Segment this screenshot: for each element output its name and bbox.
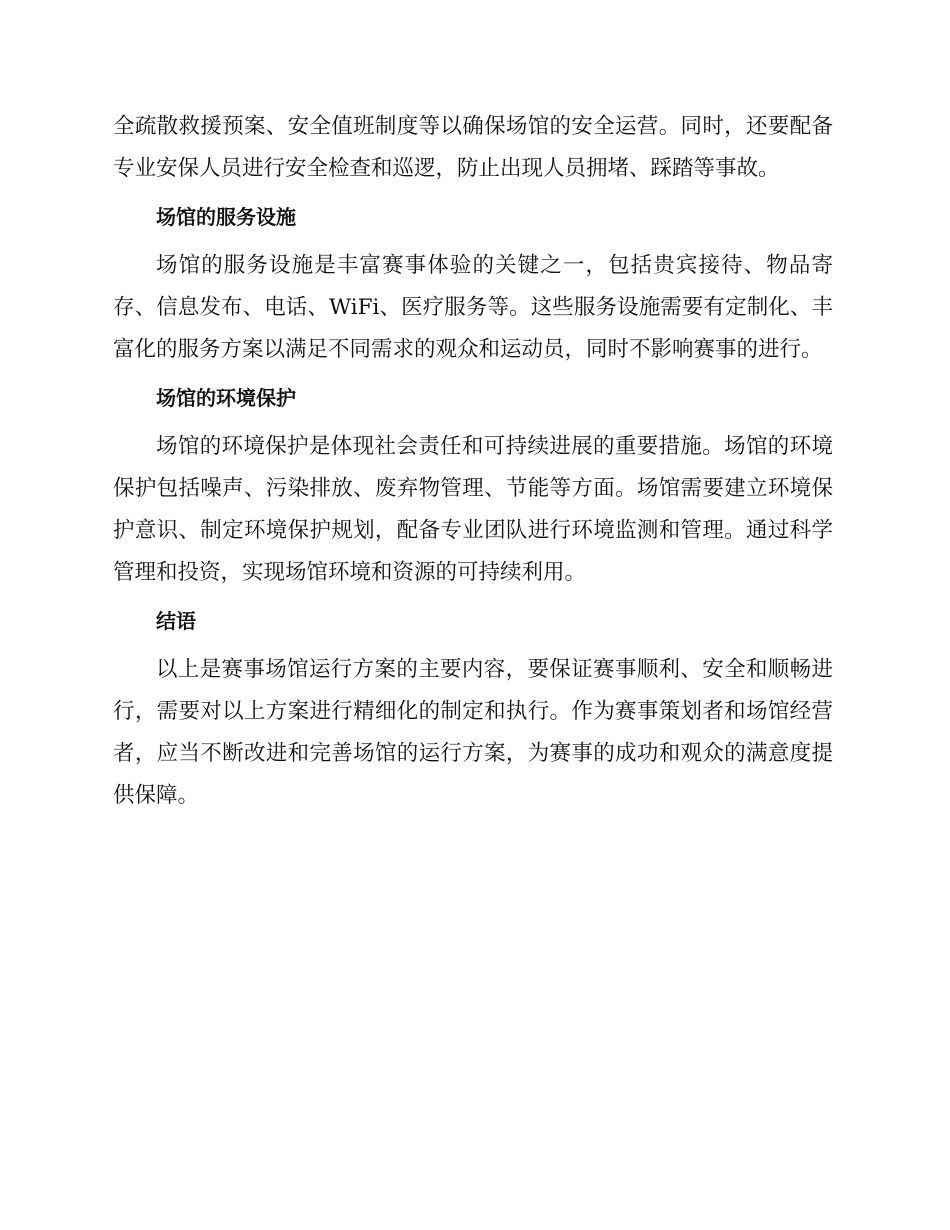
paragraph-conclusion: 以上是赛事场馆运行方案的主要内容，要保证赛事顺利、安全和顺畅进行，需要对以上方案进行精细化的制定和执行。作为赛事策划者和场馆经营者，应当不断改进和完善场馆的运行方案，为赛事的成功和观众的满意度提供保障。 — [113, 657, 833, 808]
paragraph-safety-continued: 全疏散救援预案、安全值班制度等以确保场馆的安全运营。同时，还要配备专业安保人员进行安全检查和巡逻，防止出现人员拥堵、踩踏等事故。 — [113, 114, 833, 181]
heading-conclusion: 结语 — [156, 609, 196, 633]
heading-environmental-protection: 场馆的环境保护 — [156, 386, 296, 410]
document-page — [113, 106, 833, 817]
heading-service-facilities: 场馆的服务设施 — [156, 205, 296, 229]
paragraph-environmental-protection: 场馆的环境保护是体现社会责任和可持续进展的重要措施。场馆的环境保护包括噪声、污染排放、废弃物管理、节能等方面。场馆需要建立环境保护意识、制定环境保护规划，配备专业团队进行环境监测和管理。通过科学管理和投资，实现场馆环境和资源的可持续利用。 — [113, 434, 833, 585]
paragraph-service-facilities: 场馆的服务设施是丰富赛事体验的关键之一，包括贵宾接待、物品寄存、信息发布、电话、WiFi、医疗服务等。这些服务设施需要有定制化、丰富化的服务方案以满足不同需求的观众和运动员，同时不影响赛事的进行。 — [113, 253, 833, 362]
